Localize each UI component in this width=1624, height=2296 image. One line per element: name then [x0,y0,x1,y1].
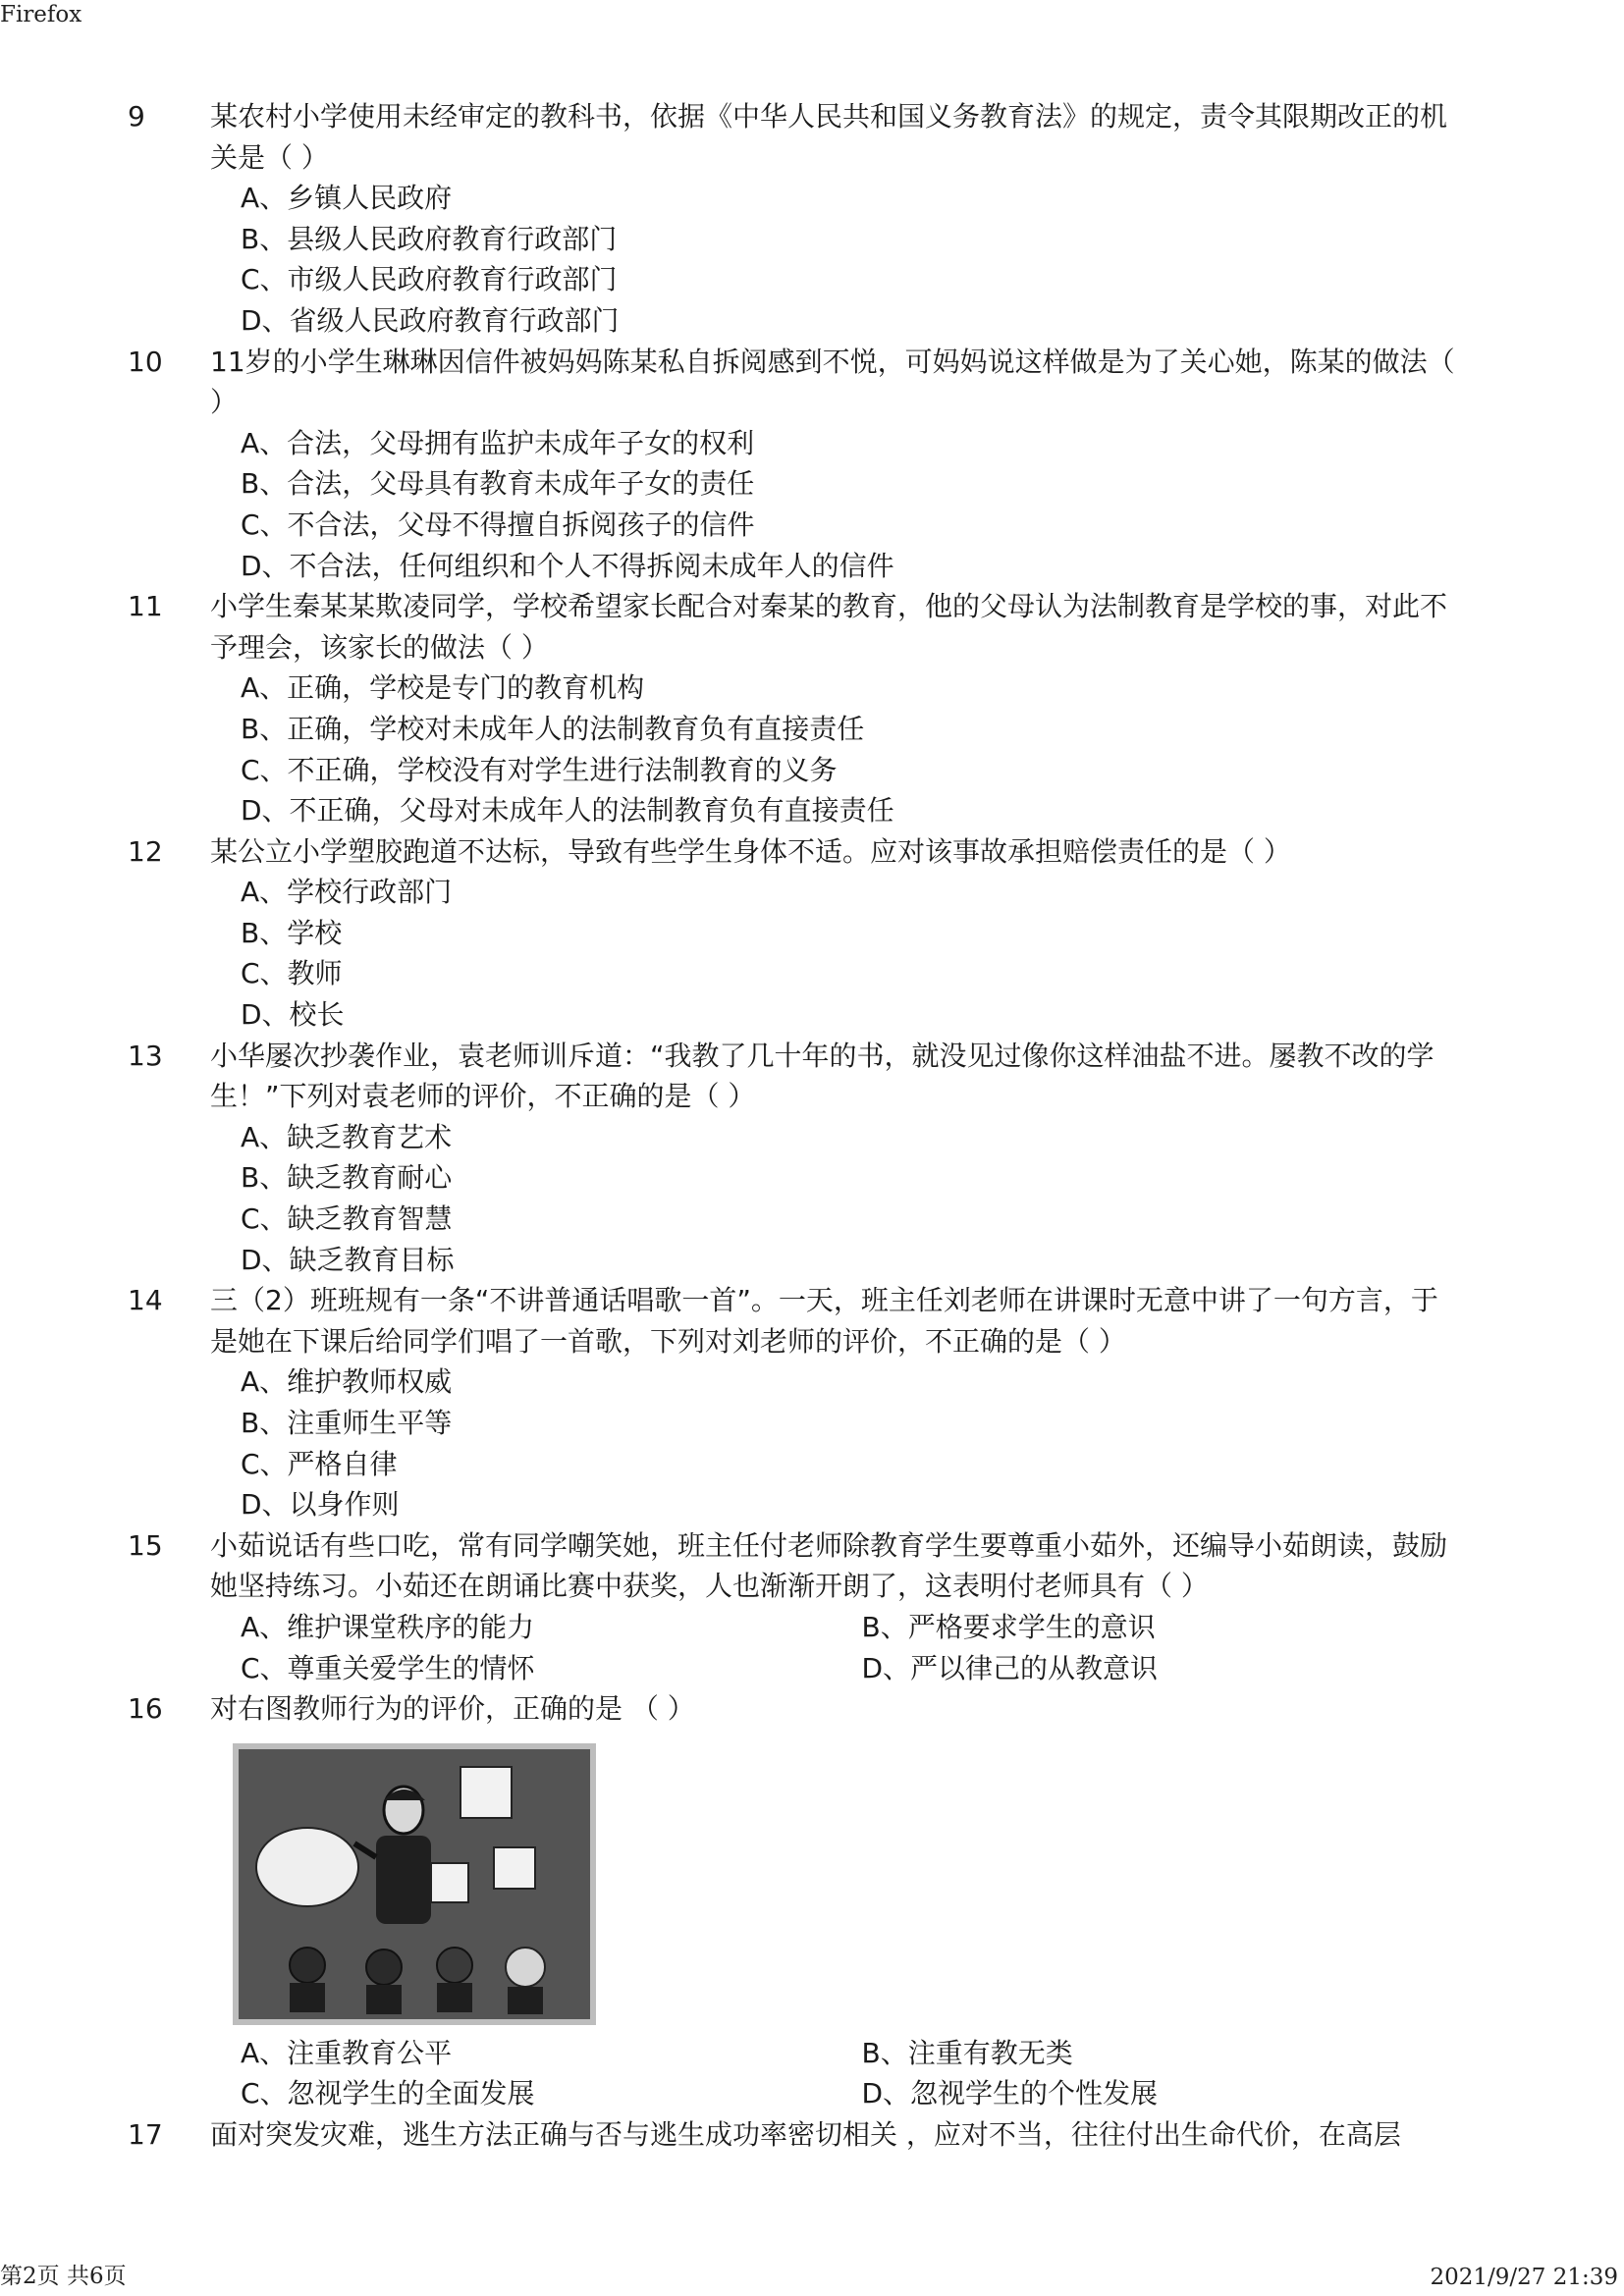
page-info: 第2页 共6页 [0,2264,127,2289]
question-text: 小华屡次抄袭作业，袁老师训斥道：“我教了几十年的书，就没见过像你这样油盐不进。屡教不改的学生！”下列对袁老师的评价，不正确的是（ ） [210,1039,1435,1113]
print-datetime: 2021/9/27 21:39 [1430,2265,1618,2290]
question-number: 10 [128,345,163,378]
option-d: D、严以律己的从教意识 [861,1651,1159,1684]
option-d: D、校长 [241,998,345,1032]
question-text: 小茹说话有些口吃，常有同学嘲笑她，班主任付老师除教育学生要尊重小茹外，还编导小茹朗读，鼓励她坚持练习。小茹还在朗诵比赛中获奖，人也渐渐开朗了，这表明付老师具有（ ） [210,1528,1448,1603]
option-a: A、注重教育公平 [241,2036,453,2069]
question-number: 13 [128,1039,163,1072]
option-b: B、学校 [241,916,343,949]
question-15 [128,1525,1483,1607]
option-c: C、不正确，学校没有对学生进行法制教育的义务 [241,753,838,786]
option-a: A、学校行政部门 [241,876,453,909]
question-text: 面对突发灾难，逃生方法正确与否与逃生成功率密切相关 ，应对不当，往往付出生命代价，在高层 [210,2117,1401,2151]
option-a: A、正确，学校是专门的教育机构 [241,671,645,705]
question-number: 17 [128,2117,163,2151]
option-a: A、乡镇人民政府 [241,182,453,215]
question-list [128,96,1483,2156]
option-a: A、合法，父母拥有监护未成年子女的权利 [241,426,755,459]
option-b: B、严格要求学生的意识 [861,1610,1156,1643]
question-17 [128,2114,1483,2156]
option-c: C、忽视学生的全面发展 [241,2077,535,2110]
option-c: C、尊重关爱学生的情怀 [241,1651,535,1684]
option-b: B、正确，学校对未成年人的法制教育负有直接责任 [241,712,865,745]
question-text: 某公立小学塑胶跑道不达标，导致有些学生身体不适。应对该事故承担赔偿责任的是（ ） [210,834,1291,868]
question-13 [128,1036,1483,1117]
option-c: C、严格自律 [241,1447,398,1480]
question-number: 15 [128,1528,163,1562]
option-c: C、市级人民政府教育行政部门 [241,263,618,296]
question-10 [128,342,1483,423]
option-d: D、缺乏教育目标 [241,1243,455,1276]
question-text: 三（2）班班规有一条“不讲普通话唱歌一首”。一天，班主任刘老师在讲课时无意中讲了一句方言，于是她在下课后给同学们唱了一首歌，下列对刘老师的评价，不正确的是（ ） [210,1284,1438,1358]
option-a: A、维护教师权威 [241,1365,453,1399]
option-b: B、注重有教无类 [861,2036,1073,2069]
question-text: 某农村小学使用未经审定的教科书，依据《中华人民共和国义务教育法》的规定，责令其限期改正的机关是（ ） [210,100,1448,174]
question-number: 16 [128,1692,163,1726]
teacher-illustration [233,1743,596,2025]
option-row [128,2073,1483,2114]
option-row [128,1607,1483,1648]
question-number: 11 [128,590,163,623]
browser-label: Firefox [0,2,82,27]
option-d: D、不正确，父母对未成年人的法制教育负有直接责任 [241,794,894,828]
option-b: B、注重师生平等 [241,1407,453,1439]
option-c: C、教师 [241,957,343,990]
option-b: B、县级人民政府教育行政部门 [241,222,618,255]
question-16 [128,1688,1483,1730]
option-d: D、省级人民政府教育行政部门 [241,303,620,337]
question-number: 9 [128,100,145,133]
question-9 [128,96,1483,178]
question-number: 12 [128,834,163,868]
option-d: D、不合法，任何组织和个人不得拆阅未成年人的信件 [241,549,894,582]
option-b: B、缺乏教育耐心 [241,1161,453,1195]
question-number: 14 [128,1284,163,1317]
option-c: C、不合法，父母不得擅自拆阅孩子的信件 [241,507,755,541]
option-row [128,1648,1483,1689]
question-14 [128,1280,1483,1362]
option-d: D、忽视学生的个性发展 [861,2077,1159,2110]
question-text: 小学生秦某某欺凌同学，学校希望家长配合对秦某的教育，他的父母认为法制教育是学校的事，对此不予理会，该家长的做法（ ） [210,590,1448,664]
illustration-drawing [239,1749,590,2019]
question-11 [128,586,1483,667]
question-text: 11岁的小学生琳琳因信件被妈妈陈某私自拆阅感到不悦，可妈妈说这样做是为了关心她，陈某的做法（ ） [210,345,1455,419]
option-d: D、以身作则 [241,1488,400,1522]
option-c: C、缺乏教育智慧 [241,1202,453,1236]
option-b: B、合法，父母具有教育未成年子女的责任 [241,467,755,501]
option-a: A、维护课堂秩序的能力 [241,1610,535,1643]
question-text: 对右图教师行为的评价，正确的是 （ ） [210,1692,695,1726]
question-12 [128,831,1483,873]
option-a: A、缺乏教育艺术 [241,1120,453,1153]
option-row [128,2033,1483,2074]
